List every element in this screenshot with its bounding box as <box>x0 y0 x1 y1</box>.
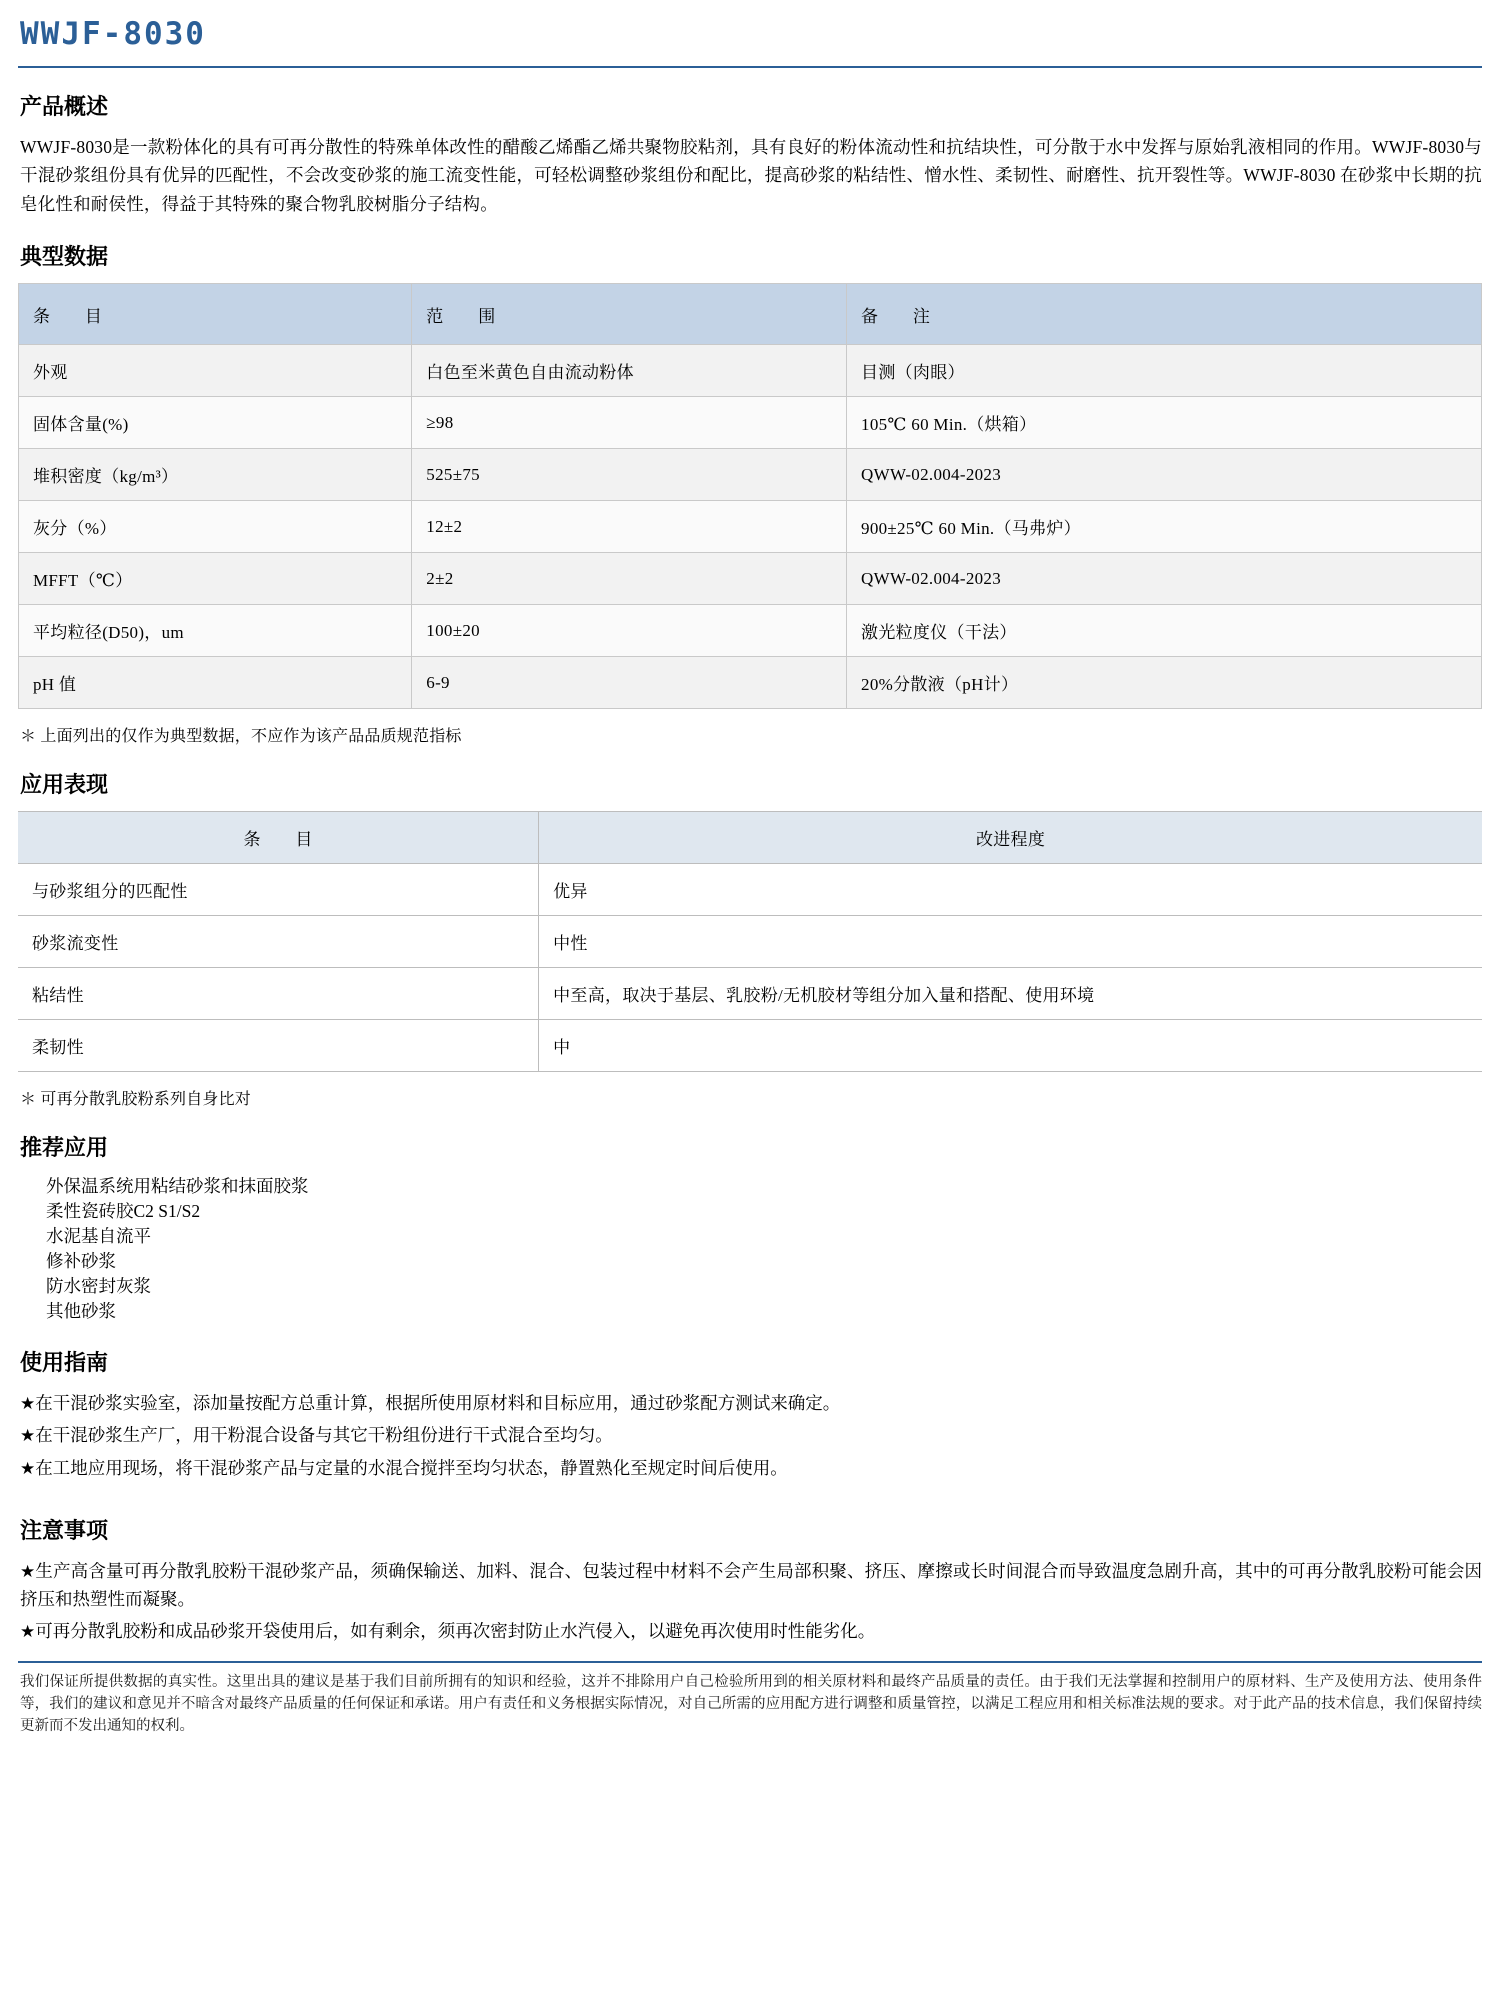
table-row <box>18 968 1482 1020</box>
table-row <box>19 345 1482 397</box>
column-header-remark: 备 注 <box>847 284 1482 345</box>
cell-item: 粘结性 <box>18 968 539 1020</box>
cell-range: 白色至米黄色自由流动粉体 <box>412 345 847 397</box>
cell-remark: 105℃ 60 Min.（烘箱） <box>847 397 1482 449</box>
cell-range: 12±2 <box>412 501 847 553</box>
caution-item <box>20 1557 1482 1613</box>
cell-remark: QWW-02.004-2023 <box>847 449 1482 501</box>
table-header-row <box>19 284 1482 345</box>
cell-remark: 900±25℃ 60 Min.（马弗炉） <box>847 501 1482 553</box>
page-title: WWJF-8030 <box>20 16 206 52</box>
cell-improvement: 中性 <box>539 916 1482 968</box>
section-heading-typical-data: 典型数据 <box>20 244 109 270</box>
cell-item: 平均粒径(D50)，um <box>19 605 412 657</box>
list-item: 其他砂浆 <box>46 1301 116 1322</box>
list-item: 修补砂浆 <box>46 1251 116 1272</box>
cell-item: 砂浆流变性 <box>18 916 539 968</box>
column-header-item: 条 目 <box>19 284 412 345</box>
caution-item <box>20 1617 1482 1645</box>
usage-item <box>20 1421 1482 1449</box>
typical-data-table <box>18 283 1482 709</box>
star-icon: ★ <box>20 1426 36 1446</box>
table-header-row <box>18 812 1482 864</box>
table-row <box>18 1020 1482 1072</box>
list-item: 防水密封灰浆 <box>46 1276 151 1297</box>
caution-item-text: 可再分散乳胶粉和成品砂浆开袋使用后，如有剩余，须再次密封防止水汽侵入，以避免再次使用时性能劣化。 <box>35 1620 876 1641</box>
cell-improvement: 中 <box>539 1020 1482 1072</box>
title-divider <box>18 66 1482 68</box>
table-row <box>19 605 1482 657</box>
column-header-range: 范 围 <box>412 284 847 345</box>
star-icon: ★ <box>20 1458 36 1478</box>
cell-range: 100±20 <box>412 605 847 657</box>
usage-item <box>20 1389 1482 1417</box>
column-header-item: 条 目 <box>18 812 539 864</box>
star-icon: ★ <box>20 1561 36 1581</box>
recommended-application-list <box>18 1174 1482 1324</box>
cell-item: MFFT（℃） <box>19 553 412 605</box>
list-item: 外保温系统用粘结砂浆和抹面胶浆 <box>46 1176 309 1197</box>
cell-range: 525±75 <box>412 449 847 501</box>
column-header-improvement: 改进程度 <box>539 812 1482 864</box>
table-row <box>19 501 1482 553</box>
table-row <box>18 916 1482 968</box>
table-row <box>18 864 1482 916</box>
section-heading-usage: 使用指南 <box>20 1350 109 1376</box>
table-row <box>19 449 1482 501</box>
disclaimer-text: 我们保证所提供数据的真实性。这里出具的建议是基于我们目前所拥有的知识和经验，这并不排除用户自己检验所用到的相关原材料和最终产品质量的责任。由于我们无法掌握和控制用户的原材料、生产及使用方法、使用条件等，我们的建议和意见并不暗含对最终产品质量的任何保证和承诺。用户有责任和义务根据实际情况，对自己所需的应用配方进行调整和质量管控，以满足工程应用和相关标准法规的要求。对于此产品的技术信息，我们保留持续更新而不发出通知的权利。 <box>20 1674 1482 1734</box>
cell-item: 柔韧性 <box>18 1020 539 1072</box>
cell-improvement: 优异 <box>539 864 1482 916</box>
usage-item-text: 在干混砂浆实验室，添加量按配方总重计算，根据所使用原材料和目标应用，通过砂浆配方测试来确定。 <box>35 1393 841 1414</box>
section-heading-performance: 应用表现 <box>20 772 109 798</box>
table-row <box>19 553 1482 605</box>
cell-item: 外观 <box>19 345 412 397</box>
footer-divider <box>18 1661 1482 1663</box>
usage-item <box>20 1454 1482 1482</box>
cell-item: 灰分（%） <box>19 501 412 553</box>
cell-remark: 激光粒度仪（干法） <box>847 605 1482 657</box>
typical-data-footnote: ＊ 上面列出的仅作为典型数据，不应作为该产品品质规范指标 <box>20 728 462 746</box>
caution-item-text: 生产高含量可再分散乳胶粉干混砂浆产品，须确保输送、加料、混合、包装过程中材料不会产生局部积聚、挤压、摩擦或长时间混合而导致温度急剧升高，其中的可再分散乳胶粉可能会因挤压和热塑性而凝聚。 <box>20 1560 1482 1609</box>
typical-data-table-body <box>19 345 1482 709</box>
usage-item-text: 在工地应用现场，将干混砂浆产品与定量的水混合搅拌至均匀状态，静置熟化至规定时间后使用。 <box>35 1457 788 1478</box>
table-row <box>19 397 1482 449</box>
cell-range: ≥98 <box>412 397 847 449</box>
cell-item: 与砂浆组分的匹配性 <box>18 864 539 916</box>
performance-table-body <box>18 864 1482 1072</box>
cell-improvement: 中至高，取决于基层、乳胶粉/无机胶材等组分加入量和搭配、使用环境 <box>539 968 1482 1020</box>
performance-table <box>18 811 1482 1072</box>
section-heading-cautions: 注意事项 <box>20 1517 109 1543</box>
table-row <box>19 657 1482 709</box>
performance-footnote: ＊ 可再分散乳胶粉系列自身比对 <box>20 1091 252 1109</box>
star-icon: ★ <box>20 1394 36 1414</box>
list-item: 柔性瓷砖胶C2 S1/S2 <box>46 1201 201 1222</box>
cell-item: 堆积密度（kg/m³） <box>19 449 412 501</box>
overview-text: WWJF-8030是一款粉体化的具有可再分散性的特殊单体改性的醋酸乙烯酯乙烯共聚物胶粘剂，具有良好的粉体流动性和抗结块性，可分散于水中发挥与原始乳液相同的作用。WWJF-8030与干混砂浆组份具有优异的匹配性，不会改变砂浆的施工流变性能，可轻松调整砂浆组份和配比，提高砂浆的粘结性、憎水性、柔韧性、耐磨性、抗开裂性等。WWJF-8030 在砂浆中长期的抗皂化性和耐侯性，得益于其特殊的聚合物乳胶树脂分子结构。 <box>20 137 1482 214</box>
cell-item: pH 值 <box>19 657 412 709</box>
section-heading-recommended: 推荐应用 <box>20 1135 109 1161</box>
list-item: 水泥基自流平 <box>46 1226 151 1247</box>
star-icon: ★ <box>20 1621 36 1641</box>
cell-remark: QWW-02.004-2023 <box>847 553 1482 605</box>
cell-range: 6-9 <box>412 657 847 709</box>
cell-remark: 20%分散液（pH计） <box>847 657 1482 709</box>
section-heading-overview: 产品概述 <box>20 94 109 119</box>
spacer <box>18 1486 1482 1492</box>
cell-remark: 目测（肉眼） <box>847 345 1482 397</box>
performance-table-head <box>18 812 1482 864</box>
typical-data-table-head <box>19 284 1482 345</box>
usage-item-text: 在干混砂浆生产厂，用干粉混合设备与其它干粉组份进行干式混合至均匀。 <box>35 1425 613 1446</box>
cell-item: 固体含量(%) <box>19 397 412 449</box>
cell-range: 2±2 <box>412 553 847 605</box>
